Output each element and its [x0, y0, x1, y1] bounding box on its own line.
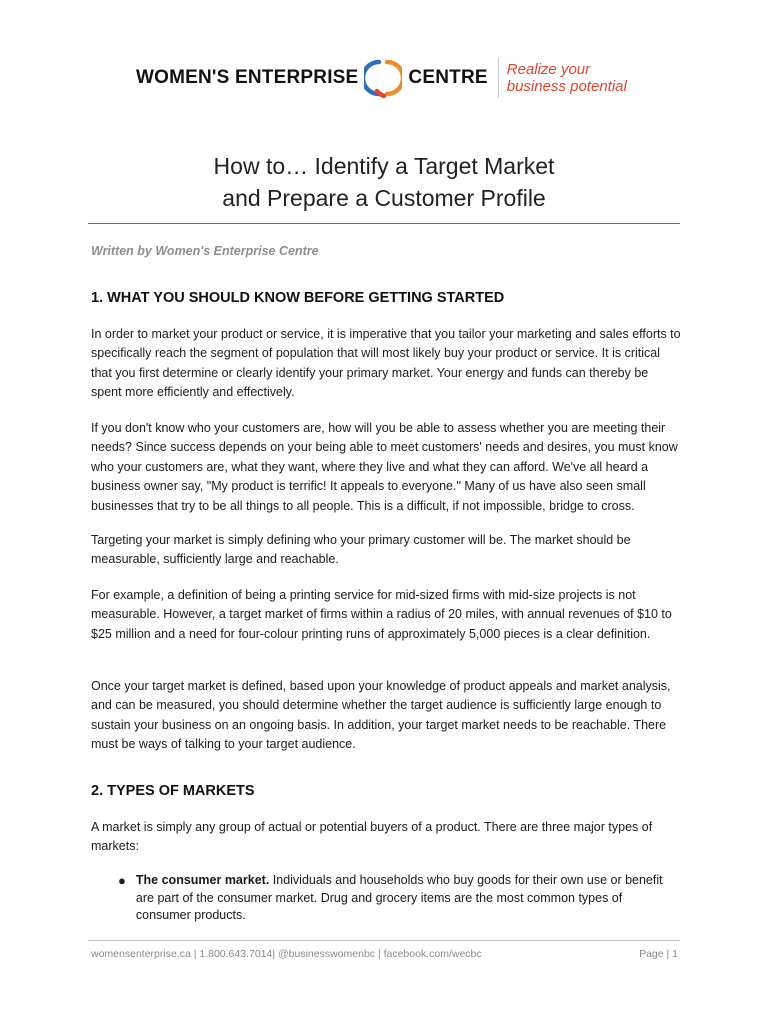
list-item	[118, 872, 678, 925]
section2-heading: 2. TYPES OF MARKETS	[91, 783, 255, 799]
title-divider	[88, 223, 680, 224]
title-line1: How to… Identify a Target Market	[213, 153, 555, 179]
bullet-description: Individuals and households who buy goods for their own use or benefit are part of the consumer market. Drug and grocery items are the most common types of consumer products.	[135, 873, 663, 922]
header-divider	[498, 58, 499, 98]
section2-intro: A market is simply any group of actual or potential buyers of a product. There are three major types of markets:	[91, 820, 653, 854]
section1-paragraph-3: Targeting your market is simply defining who your primary customer will be. The market should be measurable, sufficiently large and reachable.	[91, 533, 631, 567]
section1-paragraph-2: If you don't know who your customers are, how will you be able to assess whether you are meeting their needs? Since success depends on your being able to meet customers' needs and desires, you must know who your customers are, what they want, where they live and what they can afford. We've all heard a business owner say, "My product is terrific! It appeals to everyone." Many of us have also seen small businesses that try to be all things to all people. This is a difficult, if not impossible, bridge to cross.	[91, 421, 678, 513]
document-title	[88, 150, 680, 214]
letterhead	[136, 56, 627, 100]
bullet-icon: ●	[118, 873, 126, 888]
bullet-text	[136, 872, 678, 925]
logo-icon	[364, 56, 402, 100]
section1-paragraph-5: Once your target market is defined, based upon your knowledge of product appeals and market analysis, and can be measured, you should determine whether the target audience is sufficiently large enough to sustain your business on an ongoing basis. In addition, your target market needs to be reachable. There must be ways of talking to your target audience.	[91, 679, 671, 752]
org-name-left: WOMEN'S ENTERPRISE	[136, 67, 359, 88]
tagline-line1: Realize your	[506, 61, 591, 78]
byline: Written by Women's Enterprise Centre	[91, 244, 319, 258]
footer-divider	[88, 940, 680, 941]
page-number: Page | 1	[639, 948, 678, 960]
section1-paragraph-1: In order to market your product or service, it is imperative that you tailor your marketing and sales efforts to specifically reach the segment of population that will most likely buy your product or service. It is critical that you first determine or clearly identify your primary market. Your energy and funds can thereby be spent more efficiently and effectively.	[91, 327, 681, 400]
title-line2: and Prepare a Customer Profile	[222, 185, 546, 211]
tagline-line2: business potential	[506, 78, 627, 95]
bullet-term: The consumer market.	[135, 873, 270, 887]
section1-heading: 1. WHAT YOU SHOULD KNOW BEFORE GETTING STARTED	[91, 290, 505, 306]
tagline	[507, 61, 627, 95]
footer-contact: womensenterprise.ca | 1.800.643.7014| @businesswomenbc | facebook.com/wecbc	[91, 948, 482, 960]
org-name-right: CENTRE	[408, 67, 488, 88]
section1-paragraph-4: For example, a definition of being a printing service for mid-sized firms with mid-size projects is not measurable. However, a target market of firms within a radius of 20 miles, with annual revenues of $10 to $25 million and a need for four-colour printing runs of approximately 5,000 pieces is a clear definition.	[91, 588, 672, 641]
